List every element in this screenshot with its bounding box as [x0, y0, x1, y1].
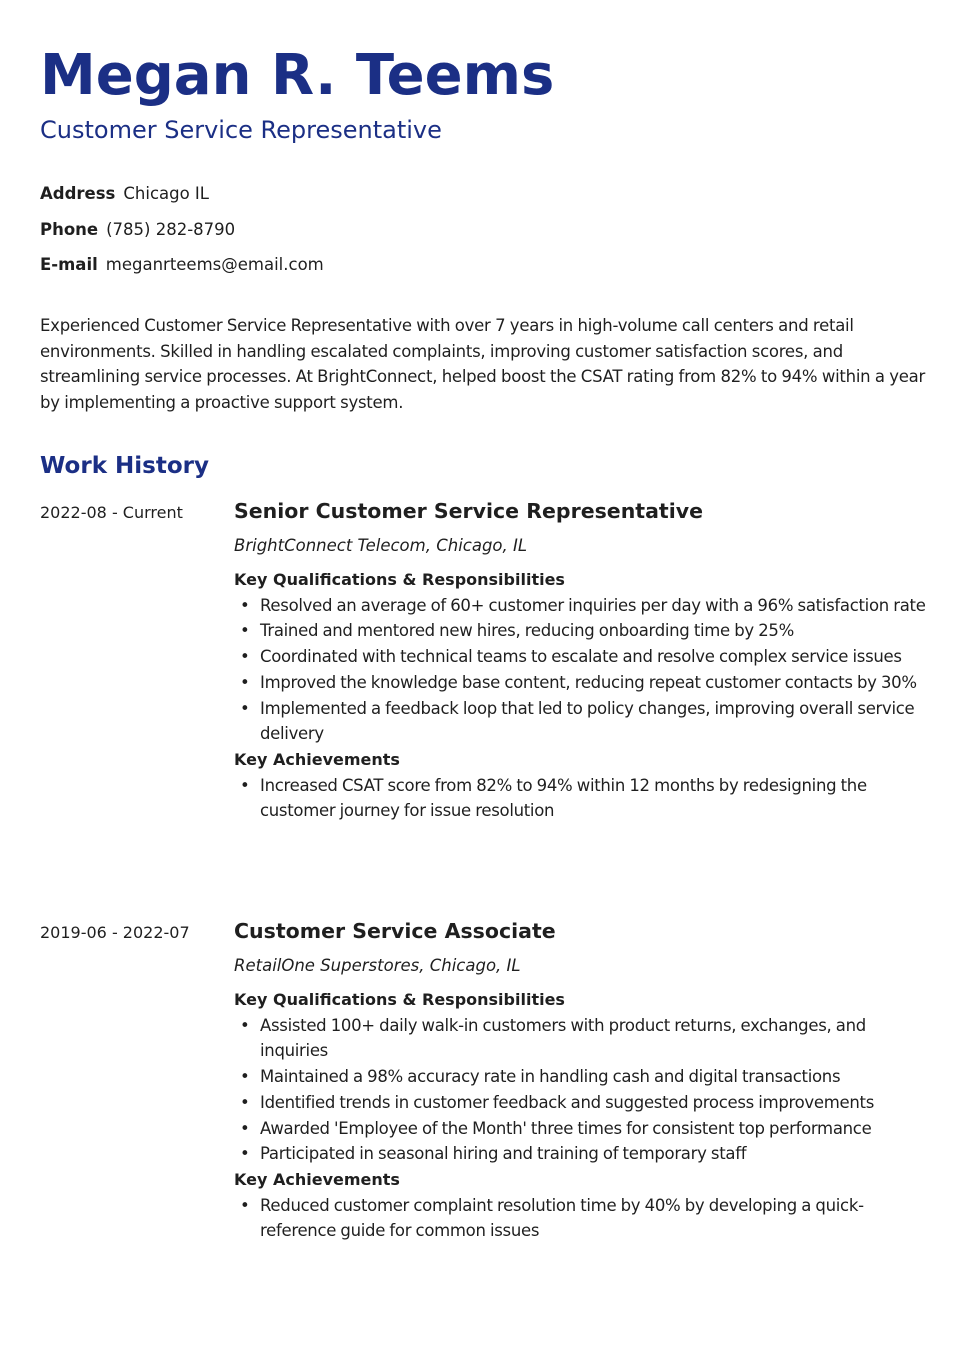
list-item: • Coordinated with technical teams to escalate and resolve complex service issues — [234, 644, 934, 670]
job-title: Senior Customer Service Representative — [234, 499, 704, 523]
achievements-list — [234, 1193, 934, 1244]
contact-phone — [40, 216, 324, 252]
list-item: • Resolved an average of 60+ customer inquiries per day with a 96% satisfaction rate — [234, 593, 934, 619]
contact-value: Chicago IL — [123, 184, 209, 203]
contact-label: E-mail — [40, 255, 98, 274]
achievements-list — [234, 773, 934, 824]
list-item: • Increased CSAT score from 82% to 94% within 12 months by redesigning the customer journey for issue resolution — [234, 773, 934, 824]
responsibilities-heading: Key Qualifications & Responsibilities — [234, 570, 565, 589]
candidate-name: Megan R. Teems — [40, 43, 555, 108]
work-history-heading: Work History — [40, 453, 209, 479]
responsibilities-list — [234, 1013, 934, 1167]
job-dates: 2019-06 - 2022-07 — [40, 923, 190, 942]
list-item: • Maintained a 98% accuracy rate in handling cash and digital transactions — [234, 1064, 934, 1090]
job-dates: 2022-08 - Current — [40, 503, 183, 522]
list-item: • Improved the knowledge base content, reducing repeat customer contacts by 30% — [234, 670, 934, 696]
contact-value: meganrteems@email.com — [105, 255, 324, 274]
list-item: • Reduced customer complaint resolution time by 40% by developing a quick-reference guide for common issues — [234, 1193, 934, 1244]
contact-value: (785) 282-8790 — [106, 219, 236, 239]
professional-summary: Experienced Customer Service Representative with over 7 years in high-volume call centers and retail environments. Skilled in handling escalated complaints, improving customer satisfaction scores, and streamlining service processes. At BrightConnect, helped boost the CSAT rating from 82% to 94% within a year by implementing a proactive support system. — [40, 316, 926, 413]
contact-info — [40, 180, 324, 287]
contact-email — [40, 251, 324, 287]
responsibilities-heading: Key Qualifications & Responsibilities — [234, 990, 565, 1009]
job-details — [234, 500, 934, 824]
list-item: • Participated in seasonal hiring and training of temporary staff — [234, 1141, 934, 1167]
contact-label: Phone — [40, 219, 99, 239]
list-item: • Awarded 'Employee of the Month' three times for consistent top performance — [234, 1116, 934, 1142]
candidate-title: Customer Service Representative — [40, 116, 442, 144]
list-item: • Assisted 100+ daily walk-in customers with product returns, exchanges, and inquiries — [234, 1013, 934, 1064]
list-item: • Identified trends in customer feedback and suggested process improvements — [234, 1090, 934, 1116]
achievements-heading: Key Achievements — [234, 749, 400, 769]
job-title: Customer Service Associate — [234, 919, 556, 943]
list-item: • Trained and mentored new hires, reducing onboarding time by 25% — [234, 618, 934, 644]
job-company: RetailOne Superstores, Chicago, IL — [234, 956, 521, 975]
contact-address — [40, 180, 324, 216]
list-item: • Implemented a feedback loop that led to policy changes, improving overall service delivery — [234, 696, 934, 747]
achievements-heading: Key Achievements — [234, 1169, 400, 1189]
job-details — [234, 920, 934, 1244]
contact-label: Address — [40, 184, 116, 203]
job-company: BrightConnect Telecom, Chicago, IL — [234, 536, 528, 555]
responsibilities-list — [234, 593, 934, 747]
